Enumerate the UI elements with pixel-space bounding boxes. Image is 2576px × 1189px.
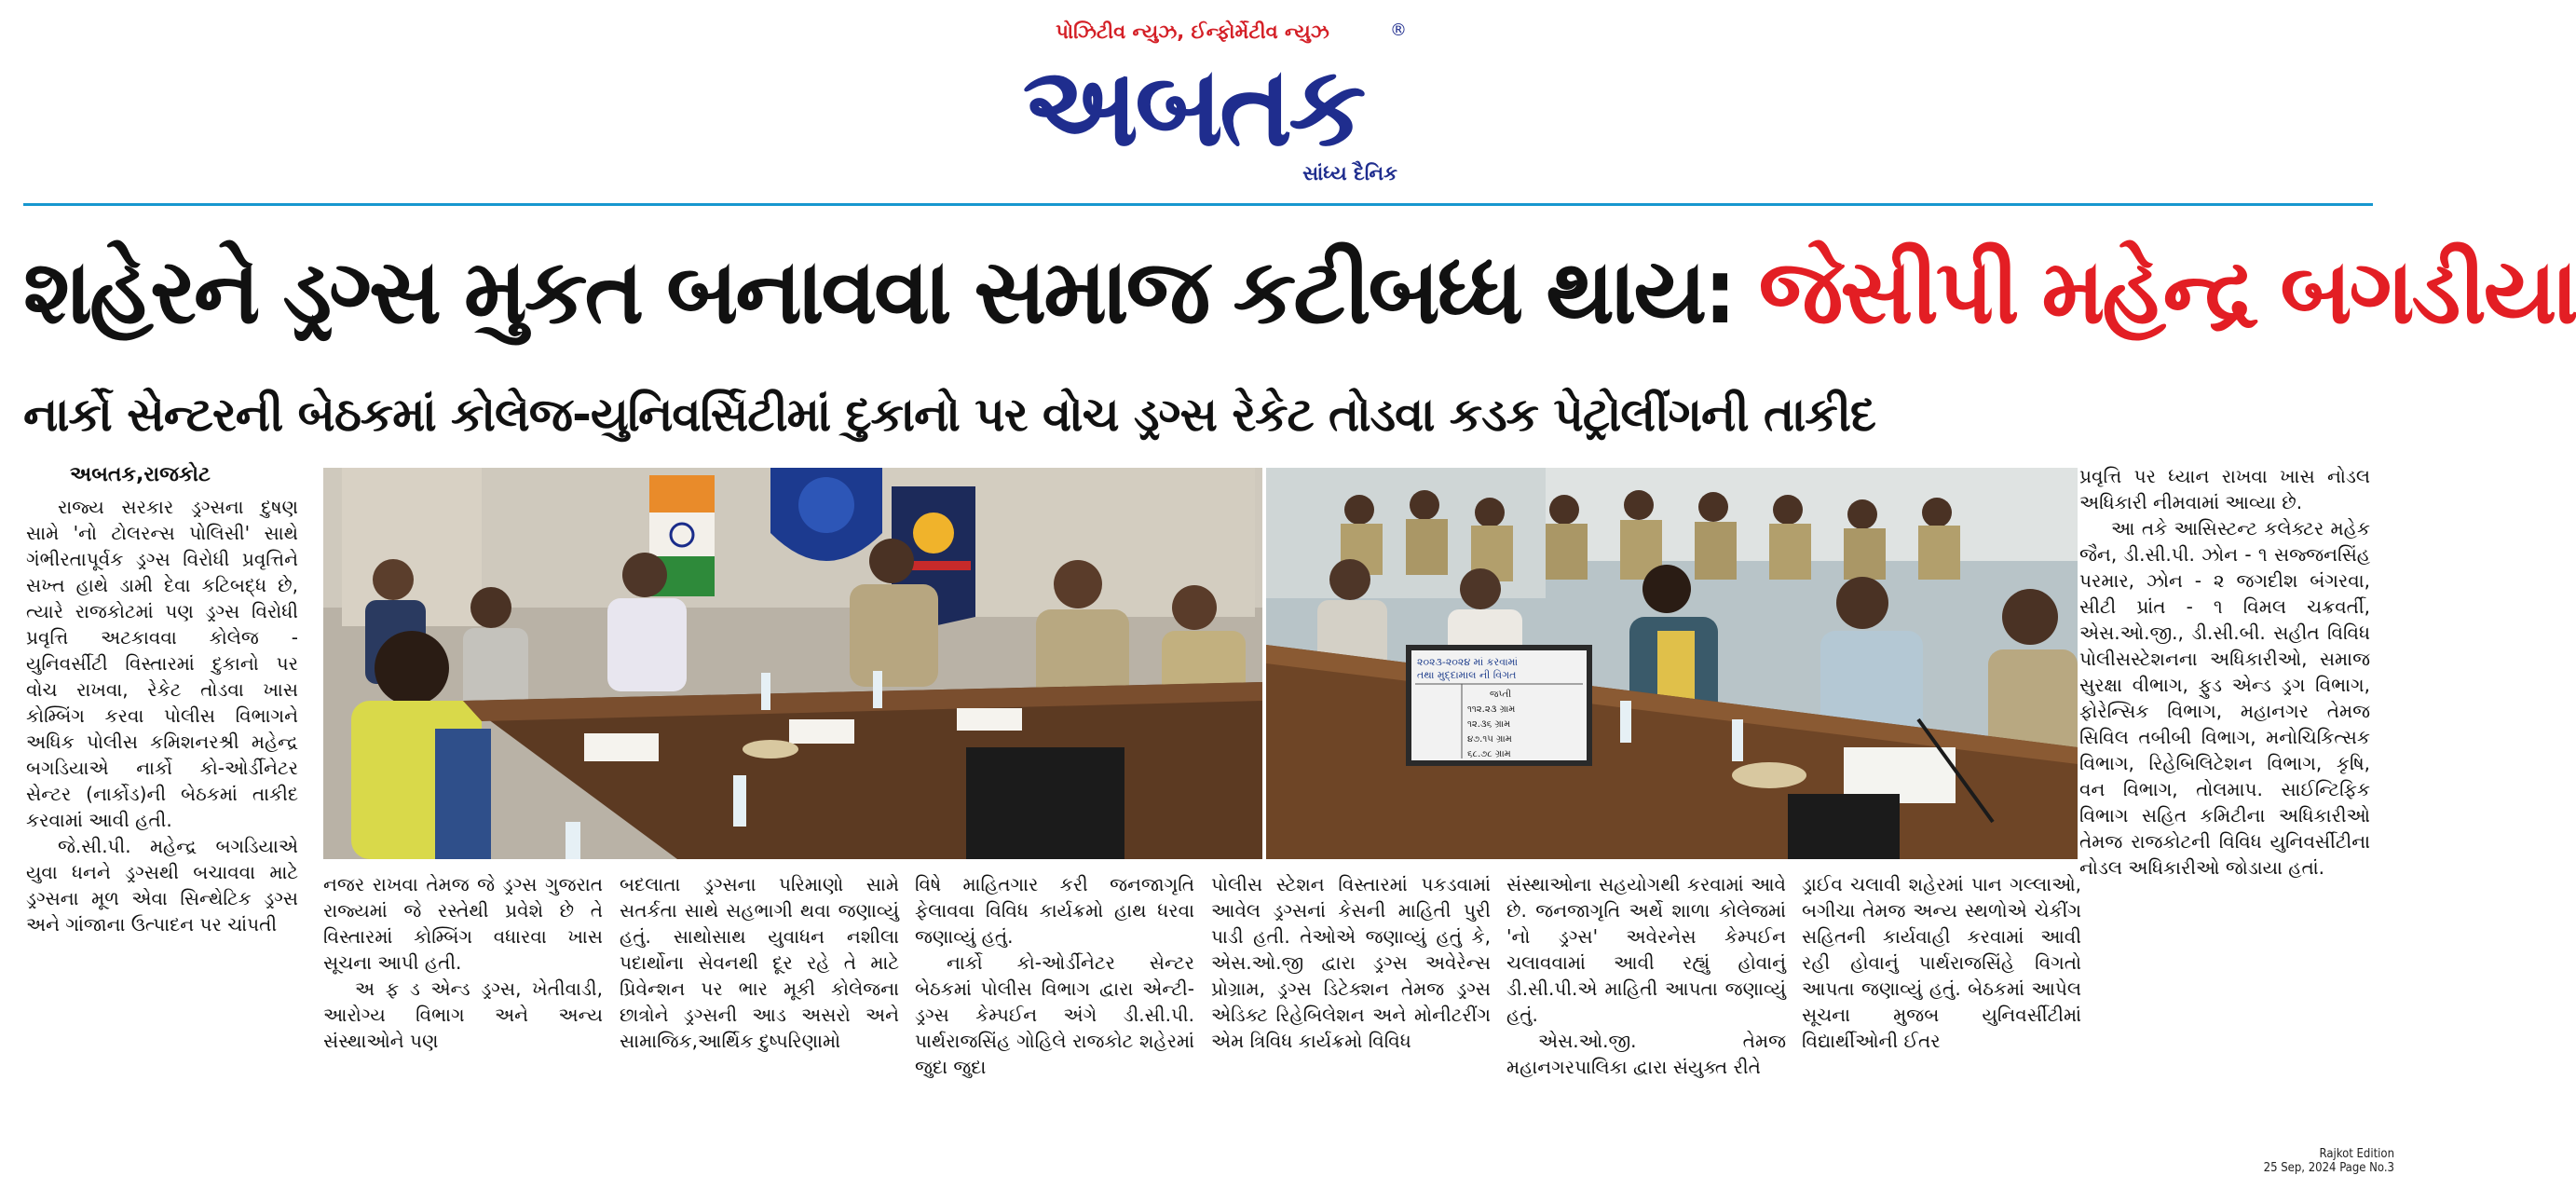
column-4-paragraph-2: નાર્કો કો-ઓર્ડીનેટર સેન્ટર બેઠકમાં પોલીસ વિભાગ દ્વારા એન્ટી-ડ્રગ્સ કેમ્પઈન અંગે ડી.સી.પી. પાર્થરાજસિંહ ગોહિલે રાજકોટ શહેરમાં જુદા જુદા <box>915 951 1194 1078</box>
meeting-photo-right <box>1266 468 2078 859</box>
column-2-paragraph-1: નજર રાખવા તેમજ જે ડ્રગ્સ ગુજરાત રાજ્યમાં જે રસ્તેથી પ્રવેશે છે તે વિસ્તારમાં કોમ્બિંગ વધારવા ખાસ સૂચના આપી હતી. <box>323 873 603 974</box>
masthead <box>969 13 1416 196</box>
screen-row-4: ૬૮.૭૮ ગ્રામ <box>1467 749 1511 759</box>
masthead-subtitle: સાંધ્ય દૈનિક <box>1302 162 1397 184</box>
screen-row-3: ૪૭.૧૫ ગ્રામ <box>1467 734 1512 745</box>
column-1-paragraph-2: જે.સી.પી. મહેન્દ્ર બગડિયાએ યુવા ધનને ડ્રગ્સથી બચાવવા માટે ડ્રગ્સના મૂળ એવા સિન્થેટિક ડ્રગ્સ અને ગાંજાના ઉત્પાદન પર ચાંપતી <box>26 835 298 936</box>
screen-col-head: જપ્તી <box>1490 690 1512 700</box>
newspaper-logo: અબતક <box>1022 42 1363 171</box>
masthead-tagline: પોઝિટીવ ન્યુઝ, ઈન્ફોર્મેટીવ ન્યુઝ <box>1056 20 1329 43</box>
column-5-paragraph-1: પોલીસ સ્ટેશન વિસ્તારમાં પકડવામાં આવેલ ડ્રગ્સનાં કેસની માહિતી પુરી પાડી હતી. તેઓએ જણાવ્યું હતું કે, એસ.ઓ.જી દ્વારા ડ્રગ્સ અવેરેન્સ પ્રોગ્રામ, ડ્રગ્સ ડિટેક્શન તેમજ ડ્રગ્સ એડિક્ટ રિહેબિલેશન અને મોનીટરીંગ એમ ત્રિવિધ કાર્યક્રમો વિવિધ <box>1211 873 1491 1052</box>
edition-info <box>2236 1147 2394 1175</box>
column-7-paragraph-1: ડ્રાઈવ ચલાવી શહેરમાં પાન ગલ્લાઓ, બગીચા તેમજ અન્ય સ્થળોએ ચેકીંગ સહિતની કાર્યવાહી કરવામાં આવી રહી હોવાનું પાર્થરાજસિંહે વિગતો આપતા જણાવ્યું હતું. બેઠકમાં આપેલ સૂચના મુજબ યુનિવર્સીટીમાં વિદ્યાર્થીઓની ઈતર <box>1802 873 2081 1052</box>
registered-mark: ® <box>1390 20 1407 40</box>
article-column-4 <box>915 871 1194 1165</box>
article-column-5 <box>1211 871 1491 1165</box>
column-6-paragraph-1: સંસ્થાઓના સહયોગથી કરવામાં આવે છે. જનજાગૃતિ અર્થે શાળા કોલેજમાં 'નો ડ્રગ્સ' અવેરનેસ કેમ્પઈન ચલાવવામાં આવી રહ્યું હોવાનું ડી.સી.પી.એ માહિતી આપતા જણાવ્યું હતું. <box>1506 873 1786 1026</box>
column-right-paragraph-2: આ તકે આસિસ્ટન્ટ કલેક્ટર મહેક જૈન, ડી.સી.પી. ઝોન - ૧ સજ્જનસિંહ પરમાર, ઝોન - ૨ જગદીશ બંગરવા, સીટી પ્રાંત - ૧ વિમલ ચક્રવર્તી, એસ.ઓ.જી., ડી.સી.બી. સહીત વિવિધ પોલીસસ્ટેશનના અધિકારીઓ, સમાજ સુરક્ષા વીભાગ, ફુડ એન્ડ ડ્રગ વિભાગ, ફોરેન્સિક વિભાગ, મહાનગર તેમજ સિવિલ તબીબી વિભાગ, મનોચિકિત્સક વિભાગ, રિહેબિલિટેશન વિભાગ, કૃષિ, વન વિભાગ, તોલમાપ. સાઈન્ટિફિક વિભાગ સહિત કમિટીના અધિકારીઓ તેમજ રાજકોટની વિવિધ યુનિવર્સીટીના નોડલ અધિકારીઓ જોડાયા હતાં. <box>2079 517 2370 879</box>
article-column-7 <box>1802 871 2081 1165</box>
headline-black-part: શહેરને ડ્રગ્સ મુકત બનાવવા સમાજ કટીબધ્ધ થાય: <box>23 239 1734 344</box>
headline-red-part: જેસીપી મહેન્દ્ર બગડીયા <box>1758 239 2576 344</box>
edition-name: Rajkot Edition <box>2319 1147 2394 1161</box>
screen-row-1: ૧૧૨.૨૩ ગ્રામ <box>1467 704 1516 715</box>
article-column-right <box>2079 463 2370 1153</box>
screen-line-1: ૨૦૨૩-૨૦૨૪ માં કરવામાં <box>1417 656 1519 668</box>
column-4-paragraph-1: વિષે માહિતગાર કરી જનજાગૃતિ ફેલાવવા વિવિધ કાર્યક્રમો હાથ ધરવા જણાવ્યું હતું. <box>915 873 1194 948</box>
meeting-photo-left-image <box>323 468 1262 859</box>
byline: અબતક,રાજકોટ <box>70 463 211 486</box>
screen-row-2: ૧૨.૩૬ ગ્રામ <box>1467 719 1511 730</box>
column-6-paragraph-2: એસ.ઓ.જી. તેમજ મહાનગરપાલિકા દ્વારા સંયુક્ત રીતે <box>1506 1030 1786 1078</box>
column-right-paragraph-1: પ્રવૃત્તિ પર ધ્યાન રાખવા ખાસ નોડલ અધિકારી નીમવામાં આવ્યા છે. <box>2079 465 2370 513</box>
article-column-6 <box>1506 871 1786 1165</box>
meeting-photo-right-image <box>1266 468 2078 859</box>
article-column-1 <box>26 494 298 1165</box>
meeting-photo-left <box>323 468 1262 859</box>
masthead-divider <box>23 203 2373 206</box>
article-column-3 <box>620 871 899 1165</box>
screen-line-2: તથા મુદ્દામાલ ની વિગત <box>1417 669 1517 681</box>
column-2-paragraph-2: અ ફ ડ એન્ડ ડ્રગ્સ, ખેતીવાડી, આરોગ્ય વિભાગ અને અન્ય સંસ્થાઓને પણ <box>323 977 603 1052</box>
column-3-paragraph-1: બદલાતા ડ્રગ્સના પરિમાણો સામે સતર્કતા સાથે સહભાગી થવા જણાવ્યું હતું. સાથોસાથ યુવાધન નશીલા પદાર્થોના સેવનથી દૂર રહે તે માટે પ્રિવેન્શન પર ભાર મૂકી કોલેજના છાત્રોને ડ્રગ્સની આડ અસરો અને સામાજિક,આર્થિક દુષ્પરિણામો <box>620 873 899 1052</box>
edition-date-page: 25 Sep, 2024 Page No.3 <box>2263 1161 2394 1175</box>
column-1-paragraph-1: રાજ્ય સરકાર ડ્રગ્સના દુષણ સામે 'નો ટોલરન્સ પોલિસી' સાથે ગંભીરતાપૂર્વક ડ્રગ્સ વિરોધી પ્રવૃત્તિને સખ્ત હાથે ડામી દેવા કટિબદ્ધ છે, ત્યારે રાજકોટમાં પણ ડ્રગ્સ વિરોધી પ્રવૃત્તિ અટકાવવા કોલેજ - યુનિવર્સીટી વિસ્તારમાં દુકાનો પર વોચ રાખવા, રેકેટ તોડવા ખાસ કોમ્બિંગ કરવા પોલીસ વિભાગને અધિક પોલીસ કમિશનરશ્રી મહેન્દ્ર બગડિયાએ નાર્કો કો-ઓર્ડીનેટર સેન્ટર (નાર્કોડ)ની બેઠકમાં તાકીદ કરવામાં આવી હતી. <box>26 496 298 831</box>
sub-headline: નાર્કો સેન્ટરની બેઠકમાં કોલેજ-યુનિવર્સિટીમાં દુકાનો પર વોચ ડ્રગ્સ રેકેટ તોડવા કડક પેટ્રોલીંગની તાકીદ <box>23 388 1875 442</box>
main-headline <box>23 222 2576 362</box>
article-column-2 <box>323 871 603 1165</box>
